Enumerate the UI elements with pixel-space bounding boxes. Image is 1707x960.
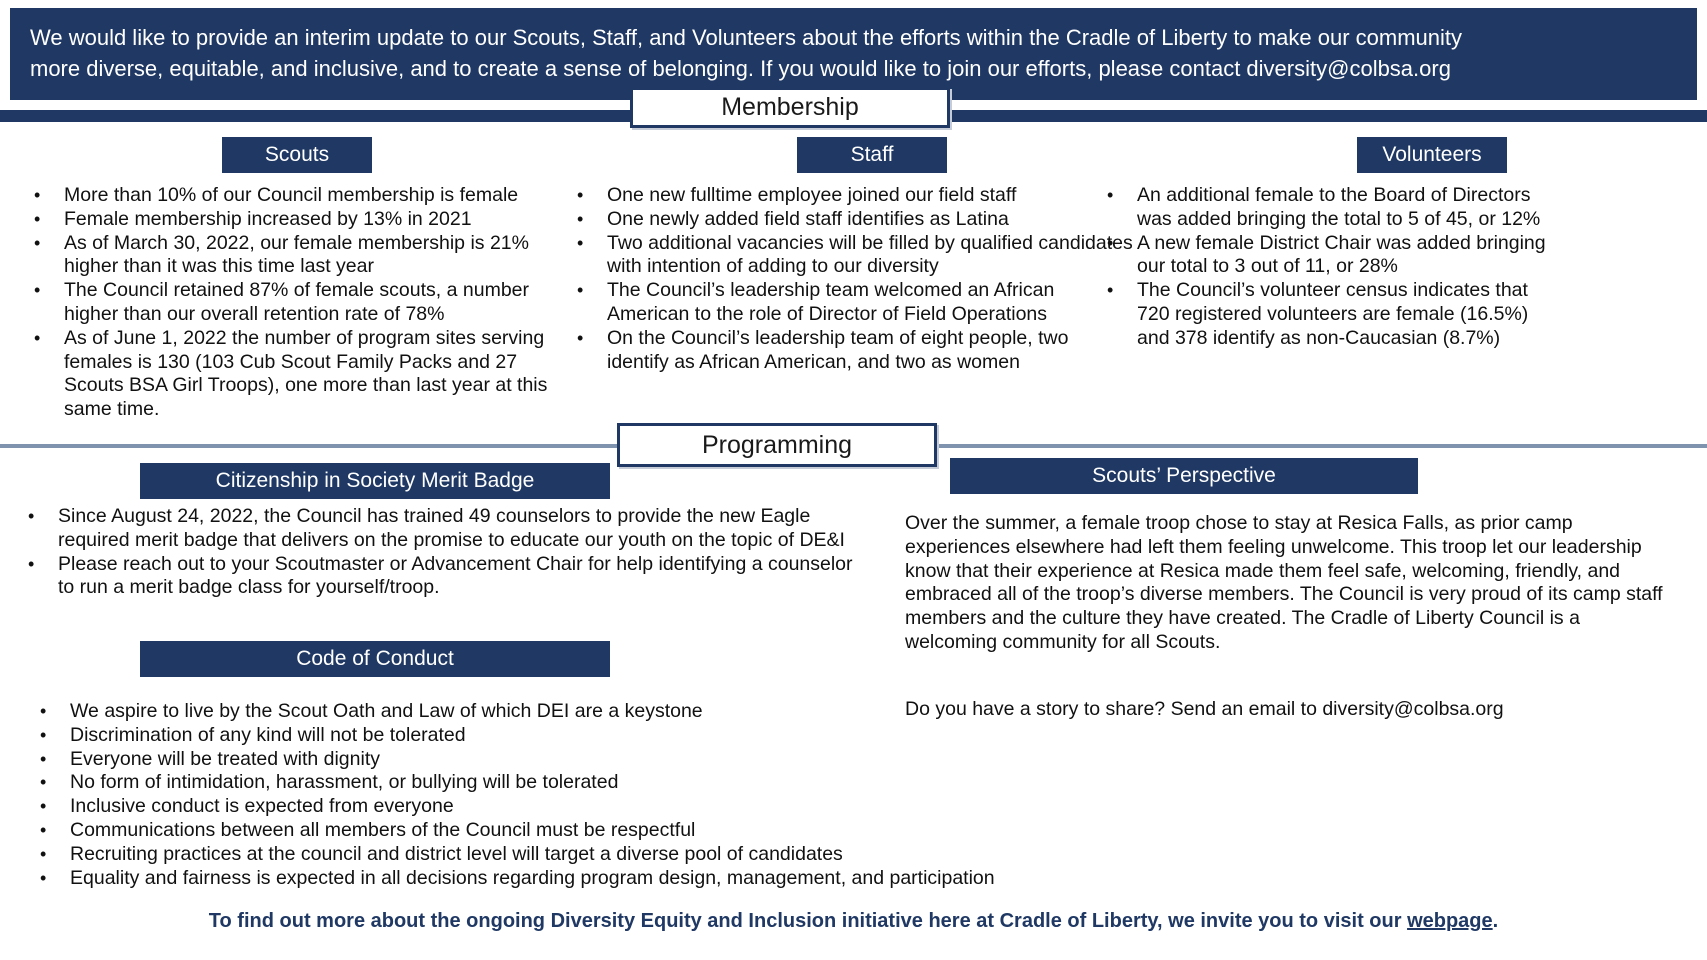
bullet-item: • On the Council’s leadership team of eight people, two identify as African American, and two as women [575,327,1135,375]
footer-text-after: . [1492,910,1499,932]
footer-text [0,910,1707,933]
bullet-item: • Equality and fairness is expected in all decisions regarding program design, management, and participation [38,867,1058,891]
volunteers-header-text: Volunteers [1382,143,1482,166]
code-of-conduct-section-header [140,641,610,677]
code-of-conduct-bullet-list [38,700,1058,890]
volunteers-section-header [1357,137,1507,173]
scouts-perspective-paragraph: Over the summer, a female troop chose to stay at Resica Falls, as prior camp experiences elsewhere had left them feeling unwelcome. This troop let our leadership know that their experience at Resica made them feel safe, welcoming, friendly, and embraced all of the troop’s diverse members. The Council is very proud of its camp staff members and the culture they have created. The Cradle of Liberty Council is a welcoming community for all Scouts. [905,512,1663,653]
webpage-link[interactable]: webpage [1407,910,1493,932]
code-of-conduct-header-text: Code of Conduct [296,647,454,670]
bullet-item: • Since August 24, 2022, the Council has trained 49 counselors to provide the new Eagle required merit badge that delivers on the promise to educate our youth on the topic of DE&I [26,505,858,553]
bullet-item: • Everyone will be treated with dignity [38,748,1058,772]
bullet-item: • Communications between all members of the Council must be respectful [38,819,1058,843]
banner-line-1: We would like to provide an interim update to our Scouts, Staff, and Volunteers about the efforts within the Cradle of Liberty to make our community [30,25,1463,50]
scouts-perspective-header-text: Scouts’ Perspective [1092,464,1276,487]
banner-line-2: more diverse, equitable, and inclusive, and to create a sense of belonging. If you would like to join our efforts, please contact diversity@colbsa.org [30,56,1451,81]
staff-header-text: Staff [850,143,894,166]
membership-label-text: Membership [721,93,859,121]
bullet-item: • As of March 30, 2022, our female membership is 21% higher than it was this time last year [32,232,562,280]
scouts-header-text: Scouts [264,143,330,166]
merit-badge-section-header [140,463,610,499]
footer-text-before: To find out more about the ongoing Diversity Equity and Inclusion initiative here at Cradle of Liberty, we invite you to visit our [208,910,1408,932]
scouts-perspective-section-header [950,458,1418,494]
merit-badge-header-text: Citizenship in Society Merit Badge [215,469,535,492]
bullet-item: • Female membership increased by 13% in 2021 [32,208,562,232]
programming-section-label [617,423,937,467]
bullet-item: • Please reach out to your Scoutmaster or Advancement Chair for help identifying a counselor to run a merit badge class for yourself/troop. [26,553,858,601]
bullet-item: • The Council retained 87% of female scouts, a number higher than our overall retention rate of 78% [32,279,562,327]
bullet-item: • The Council’s volunteer census indicates that 720 registered volunteers are female (16.5%) and 378 identify as non-Caucasian (8.7%) [1105,279,1561,350]
bullet-item: • Two additional vacancies will be filled by qualified candidates with intention of adding to our diversity [575,232,1135,280]
story-share-prompt: Do you have a story to share? Send an email to diversity@colbsa.org [905,698,1504,720]
bullet-item: • Discrimination of any kind will not be tolerated [38,724,1058,748]
volunteers-bullet-list [1105,184,1561,351]
bullet-item: • The Council’s leadership team welcomed an African American to the role of Director of Field Operations [575,279,1135,327]
programming-label-text: Programming [701,430,853,459]
bullet-item: • One new fulltime employee joined our field staff [575,184,1135,208]
scouts-bullet-list [32,184,562,422]
merit-badge-bullet-list [26,505,858,600]
bullet-item: • Recruiting practices at the council and district level will target a diverse pool of candidates [38,843,1058,867]
staff-section-header [797,137,947,173]
bullet-item: • Inclusive conduct is expected from everyone [38,795,1058,819]
membership-section-label [630,87,950,128]
bullet-item: • As of June 1, 2022 the number of program sites serving females is 130 (103 Cub Scout Family Packs and 27 Scouts BSA Girl Troops), one more than last year at this same time. [32,327,562,422]
bullet-item: • More than 10% of our Council membership is female [32,184,562,208]
bullet-item: • No form of intimidation, harassment, or bullying will be tolerated [38,771,1058,795]
bullet-item: • One newly added field staff identifies as Latina [575,208,1135,232]
bullet-item: • An additional female to the Board of Directors was added bringing the total to 5 of 45, or 12% [1105,184,1561,232]
staff-bullet-list [575,184,1135,374]
scouts-section-header [222,137,372,173]
bullet-item: • We aspire to live by the Scout Oath and Law of which DEI are a keystone [38,700,1058,724]
bullet-item: • A new female District Chair was added bringing our total to 3 out of 11, or 28% [1105,232,1561,280]
